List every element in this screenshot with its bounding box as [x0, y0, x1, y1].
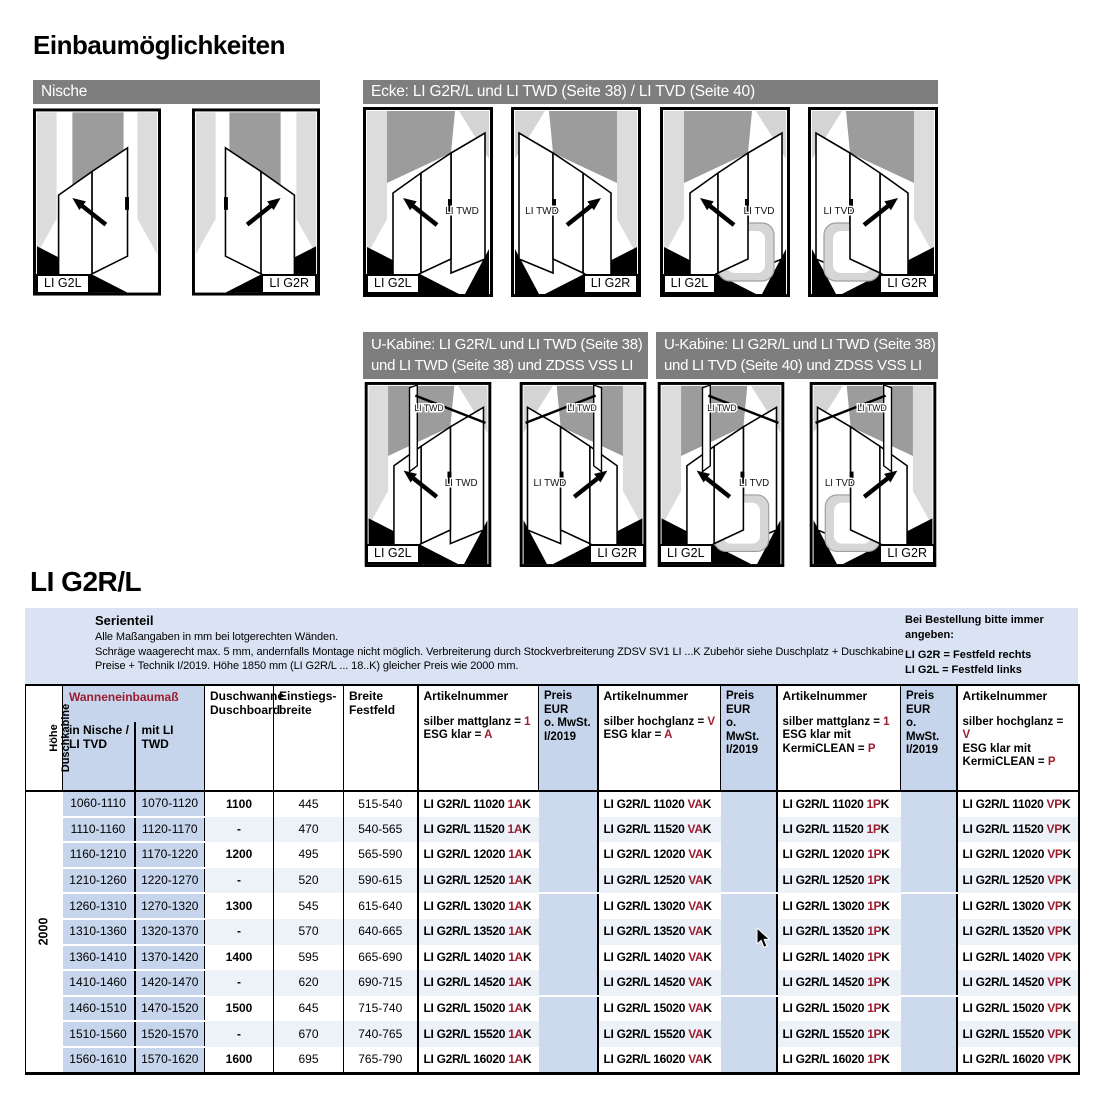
ukabine-a-header — [363, 332, 648, 379]
dimensions-price-table — [25, 684, 1080, 1075]
article-code-legend: silber hochglanz = V — [962, 715, 1064, 741]
cell-breite-festfeld: 590-615 — [344, 868, 418, 894]
cell-artikelnummer: LI G2R/L 12520 1AK — [418, 868, 539, 894]
diagram-type-label: LI G2R — [589, 544, 645, 564]
cell-preis — [901, 996, 957, 1022]
col-header-artikelnummer-1p — [777, 685, 901, 791]
shower-diagram-li-g2l — [660, 107, 790, 297]
cell-twd-mass: 1270-1320 — [135, 893, 205, 919]
col-header-preis — [539, 685, 598, 791]
col-header-mit-li-twd: mit LI TWD — [135, 722, 205, 791]
cell-duschwanne: 1600 — [205, 1047, 274, 1073]
cell-artikelnummer: LI G2R/L 11520 VAK — [598, 817, 721, 843]
side-panel-label: LI TVD — [824, 478, 855, 490]
cell-artikelnummer: LI G2R/L 11020 1PK — [777, 791, 901, 817]
price-header-line: o. MwSt. — [726, 717, 760, 743]
series-info-line: Preise + Technik I/2019. Höhe 1850 mm (LI G2R/L ... 18..K) gleicher Preis wie 2000 mm. — [95, 660, 519, 672]
shower-diagram-li-g2l — [363, 107, 493, 297]
cell-duschwanne: - — [205, 970, 274, 996]
price-header-line: I/2019 — [544, 730, 576, 743]
cell-preis — [721, 868, 777, 894]
cell-artikelnummer: LI G2R/L 13520 VPK — [957, 919, 1079, 945]
cell-preis — [539, 919, 598, 945]
cell-twd-mass: 1120-1170 — [135, 817, 205, 843]
cell-artikelnummer: LI G2R/L 14020 1AK — [418, 945, 539, 971]
shower-diagram-drawing — [511, 107, 641, 297]
price-header-line: Preis EUR — [906, 690, 935, 716]
cell-nische-mass: 1510-1560 — [63, 1021, 135, 1047]
price-header-line: o. MwSt. — [544, 717, 591, 729]
cell-artikelnummer: LI G2R/L 12020 VPK — [957, 842, 1079, 868]
shower-diagram-li-g2r — [192, 107, 320, 297]
col-header-preis — [901, 685, 957, 791]
cell-einstiegsbreite: 495 — [274, 842, 344, 868]
cell-nische-mass: 1260-1310 — [63, 893, 135, 919]
cell-artikelnummer: LI G2R/L 12520 VPK — [957, 868, 1079, 894]
cell-twd-mass: 1070-1120 — [135, 791, 205, 817]
cell-artikelnummer: LI G2R/L 14520 1PK — [777, 970, 901, 996]
cell-artikelnummer: LI G2R/L 14520 VAK — [598, 970, 721, 996]
cell-artikelnummer: LI G2R/L 14520 VPK — [957, 970, 1079, 996]
col-header-hoehe: Höhe Duschkabine — [26, 685, 63, 791]
cell-nische-mass: 1360-1410 — [63, 945, 135, 971]
cell-artikelnummer: LI G2R/L 11020 1AK — [418, 791, 539, 817]
cell-artikelnummer: LI G2R/L 15020 VPK — [957, 996, 1079, 1022]
diagram-type-label: LI G2L — [663, 274, 717, 294]
cell-preis — [901, 970, 957, 996]
cell-preis — [901, 817, 957, 843]
article-code-legend: silber hochglanz = V — [603, 715, 716, 728]
price-header-line: I/2019 — [906, 744, 938, 756]
cell-artikelnummer: LI G2R/L 11020 VAK — [598, 791, 721, 817]
cell-duschwanne: 1500 — [205, 996, 274, 1022]
nische-section — [33, 80, 320, 297]
article-code-legend: ESG klar = A — [423, 729, 493, 741]
shower-diagram-drawing — [808, 382, 938, 567]
series-table — [25, 608, 1078, 1075]
ecke-diagrams — [363, 107, 938, 297]
cell-artikelnummer: LI G2R/L 16020 1PK — [777, 1047, 901, 1073]
cell-artikelnummer: LI G2R/L 13520 1PK — [777, 919, 901, 945]
shower-diagram-drawing — [518, 382, 648, 567]
cell-breite-festfeld: 540-565 — [344, 817, 418, 843]
cell-preis — [539, 1021, 598, 1047]
cell-twd-mass: 1170-1220 — [135, 842, 205, 868]
page-title: Einbaumöglichkeiten — [33, 30, 285, 60]
ukabine-b-header — [656, 332, 938, 379]
cell-artikelnummer: LI G2R/L 16020 1AK — [418, 1047, 539, 1073]
shower-diagram-li-g2r — [808, 382, 938, 567]
shower-diagram-drawing — [33, 107, 161, 297]
cell-preis — [539, 868, 598, 894]
cell-artikelnummer: LI G2R/L 15020 VAK — [598, 996, 721, 1022]
cell-duschwanne: 1100 — [205, 791, 274, 817]
col-header-artikelnummer-1a — [418, 685, 539, 791]
cell-breite-festfeld: 565-590 — [344, 842, 418, 868]
cell-einstiegsbreite: 670 — [274, 1021, 344, 1047]
ukabine-b-section — [656, 332, 938, 567]
cell-preis — [721, 893, 777, 919]
cell-duschwanne: - — [205, 868, 274, 894]
ecke-section — [363, 80, 938, 297]
shower-diagram-li-g2r — [518, 382, 648, 567]
price-header-line: I/2019 — [726, 744, 758, 756]
top-panel-label: LI TWD — [414, 403, 444, 414]
cell-artikelnummer: LI G2R/L 15520 VPK — [957, 1021, 1079, 1047]
series-info — [95, 613, 904, 674]
cell-breite-festfeld: 615-640 — [344, 893, 418, 919]
shower-diagram-li-g2r — [808, 107, 938, 297]
side-panel-label: LI TVD — [823, 206, 855, 217]
artikelnummer-label: Artikelnummer — [962, 689, 1048, 703]
shower-diagram-li-g2r — [511, 107, 641, 297]
mouse-cursor — [756, 928, 770, 949]
cell-breite-festfeld: 765-790 — [344, 1047, 418, 1073]
cell-artikelnummer: LI G2R/L 13020 1PK — [777, 893, 901, 919]
cell-nische-mass: 1160-1210 — [63, 842, 135, 868]
cell-artikelnummer: LI G2R/L 11020 VPK — [957, 791, 1079, 817]
cell-artikelnummer: LI G2R/L 14020 1PK — [777, 945, 901, 971]
cell-artikelnummer: LI G2R/L 13020 VPK — [957, 893, 1079, 919]
cell-preis — [721, 791, 777, 817]
cell-preis — [901, 919, 957, 945]
side-panel-label: LI TVD — [743, 206, 775, 217]
shower-diagram-drawing — [363, 107, 493, 297]
cell-breite-festfeld: 690-715 — [344, 970, 418, 996]
article-code-legend: silber mattglanz = 1 — [782, 715, 890, 728]
cell-duschwanne: - — [205, 919, 274, 945]
cell-twd-mass: 1370-1420 — [135, 945, 205, 971]
cell-preis — [901, 1021, 957, 1047]
shower-diagram-li-g2l — [656, 382, 786, 567]
cell-nische-mass: 1110-1160 — [63, 817, 135, 843]
cell-breite-festfeld: 640-665 — [344, 919, 418, 945]
cell-preis — [539, 817, 598, 843]
info-band — [25, 608, 1078, 684]
cell-artikelnummer: LI G2R/L 14020 VAK — [598, 945, 721, 971]
ukabine-b-diagrams — [656, 382, 938, 567]
top-panel-label: LI TWD — [857, 403, 887, 414]
shower-diagram-drawing — [656, 382, 786, 567]
artikelnummer-label: Artikelnummer — [423, 689, 509, 703]
col-header-artikelnummer-vp — [957, 685, 1079, 791]
diagram-type-label: LI G2R — [583, 274, 639, 294]
article-code-legend: ESG klar mit — [962, 742, 1031, 755]
cell-preis — [539, 893, 598, 919]
diagram-type-label: LI G2L — [366, 544, 420, 564]
cell-duschwanne: - — [205, 817, 274, 843]
order-note-line: LI G2R = Festfeld rechts — [905, 649, 1032, 661]
cell-preis — [539, 970, 598, 996]
col-header-einstiegsbreite: Einstiegs- breite — [274, 685, 344, 791]
col-header-in-nische: in Nische / LI TVD — [63, 722, 135, 791]
ukabine-a-diagrams — [363, 382, 648, 567]
diagram-type-label: LI G2L — [366, 274, 420, 294]
series-info-line: Schräge waagerecht max. 5 mm, andernfalls Montage nicht möglich. Verbreiterung durch Stockverbreiterung ZDSV SV1 LI ...K Zubehör siehe Duschplatz + Duschkabine — [95, 645, 904, 658]
cell-preis — [901, 842, 957, 868]
cell-preis — [901, 945, 957, 971]
cell-preis — [901, 893, 957, 919]
cell-artikelnummer: LI G2R/L 14520 1AK — [418, 970, 539, 996]
cell-nische-mass: 1060-1110 — [63, 791, 135, 817]
cell-breite-festfeld: 715-740 — [344, 996, 418, 1022]
cell-artikelnummer: LI G2R/L 15520 VAK — [598, 1021, 721, 1047]
price-header-line: Preis EUR — [726, 690, 755, 716]
shower-diagram-drawing — [363, 382, 493, 567]
cell-breite-festfeld: 740-765 — [344, 1021, 418, 1047]
cell-twd-mass: 1520-1570 — [135, 1021, 205, 1047]
shower-diagram-li-g2l — [363, 382, 493, 567]
diagram-type-label: LI G2L — [659, 544, 713, 564]
nische-diagrams — [33, 107, 320, 297]
series-info-title: Serienteil — [95, 613, 154, 628]
cell-artikelnummer: LI G2R/L 12020 1PK — [777, 842, 901, 868]
cell-einstiegsbreite: 695 — [274, 1047, 344, 1073]
cell-preis — [539, 791, 598, 817]
cell-breite-festfeld: 665-690 — [344, 945, 418, 971]
ukabine-b-header-line2: und LI TVD (Seite 40) und ZDSS VSS LI — [664, 357, 922, 374]
cell-duschwanne: - — [205, 1021, 274, 1047]
cell-artikelnummer: LI G2R/L 13020 1AK — [418, 893, 539, 919]
series-info-line: Alle Maßangaben in mm bei lotgerechten Wänden. — [95, 631, 339, 643]
cell-preis — [901, 868, 957, 894]
cell-einstiegsbreite: 595 — [274, 945, 344, 971]
cell-preis — [539, 842, 598, 868]
cell-preis — [721, 817, 777, 843]
artikelnummer-label: Artikelnummer — [782, 689, 868, 703]
article-code-legend: silber mattglanz = 1 — [423, 715, 531, 728]
col-header-wanneneinbaumass: Wanneneinbaumaß — [63, 685, 205, 722]
cell-artikelnummer: LI G2R/L 16020 VPK — [957, 1047, 1079, 1073]
ukabine-a-header-line1: U-Kabine: LI G2R/L und LI TWD (Seite 38) — [371, 336, 643, 353]
cell-duschwanne: 1200 — [205, 842, 274, 868]
shower-diagram-drawing — [660, 107, 790, 297]
price-header-line: o. MwSt. — [906, 717, 940, 743]
cell-twd-mass: 1420-1470 — [135, 970, 205, 996]
cell-nische-mass: 1210-1260 — [63, 868, 135, 894]
cell-nische-mass: 1410-1460 — [63, 970, 135, 996]
nische-header: Nische — [33, 80, 320, 104]
price-header-line: Preis EUR — [544, 690, 573, 716]
top-panel-label: LI TWD — [707, 403, 737, 414]
cell-preis — [721, 970, 777, 996]
cell-twd-mass: 1570-1620 — [135, 1047, 205, 1073]
cell-einstiegsbreite: 470 — [274, 817, 344, 843]
cell-artikelnummer: LI G2R/L 15020 1PK — [777, 996, 901, 1022]
cell-einstiegsbreite: 645 — [274, 996, 344, 1022]
cell-preis — [539, 945, 598, 971]
cell-nische-mass: 1560-1610 — [63, 1047, 135, 1073]
cell-artikelnummer: LI G2R/L 12520 1PK — [777, 868, 901, 894]
article-code-legend: ESG klar = A — [603, 729, 673, 741]
cell-artikelnummer: LI G2R/L 13020 VAK — [598, 893, 721, 919]
cell-artikelnummer: LI G2R/L 12020 VAK — [598, 842, 721, 868]
product-heading: LI G2R/L — [30, 566, 142, 597]
order-note — [905, 613, 1077, 678]
order-note-line: LI G2L = Festfeld links — [905, 664, 1022, 676]
cell-artikelnummer: LI G2R/L 15020 1AK — [418, 996, 539, 1022]
shower-diagram-drawing — [192, 107, 320, 297]
cell-artikelnummer: LI G2R/L 12020 1AK — [418, 842, 539, 868]
cell-artikelnummer: LI G2R/L 16020 VAK — [598, 1047, 721, 1073]
article-code-legend: ESG klar mit — [782, 729, 851, 741]
cell-preis — [721, 842, 777, 868]
cell-artikelnummer: LI G2R/L 11520 VPK — [957, 817, 1079, 843]
diagram-type-label: LI G2R — [879, 544, 935, 564]
cell-artikelnummer: LI G2R/L 13520 VAK — [598, 919, 721, 945]
cell-nische-mass: 1460-1510 — [63, 996, 135, 1022]
ecke-header: Ecke: LI G2R/L und LI TWD (Seite 38) / LI TVD (Seite 40) — [363, 80, 938, 104]
cell-einstiegsbreite: 520 — [274, 868, 344, 894]
side-panel-label: LI TWD — [445, 206, 479, 217]
cell-artikelnummer: LI G2R/L 15520 1PK — [777, 1021, 901, 1047]
cell-einstiegsbreite: 545 — [274, 893, 344, 919]
cell-duschwanne: 1400 — [205, 945, 274, 971]
cell-preis — [721, 1021, 777, 1047]
height-value-cell: 2000 — [36, 917, 51, 946]
ukabine-a-section — [363, 332, 648, 567]
side-panel-label: LI TWD — [444, 478, 478, 490]
top-panel-label: LI TWD — [567, 403, 597, 414]
article-code-legend: KermiCLEAN = P — [782, 742, 876, 755]
cell-nische-mass: 1310-1360 — [63, 919, 135, 945]
shower-diagram-drawing — [808, 107, 938, 297]
cell-artikelnummer: LI G2R/L 11520 1AK — [418, 817, 539, 843]
cell-einstiegsbreite: 620 — [274, 970, 344, 996]
cell-duschwanne: 1300 — [205, 893, 274, 919]
side-panel-label: LI TWD — [525, 206, 560, 217]
ukabine-a-header-line2: und LI TWD (Seite 38) und ZDSS VSS LI — [371, 357, 634, 374]
cell-einstiegsbreite: 570 — [274, 919, 344, 945]
article-code-legend: KermiCLEAN = P — [962, 756, 1056, 768]
ukabine-b-header-line1: U-Kabine: LI G2R/L und LI TWD (Seite 38) — [664, 336, 936, 353]
diagram-type-label: LI G2L — [36, 274, 90, 294]
cell-artikelnummer: LI G2R/L 13520 1AK — [418, 919, 539, 945]
side-panel-label: LI TWD — [533, 478, 567, 490]
order-note-title: Bei Bestellung bitte immer angeben: — [905, 614, 1044, 641]
shower-diagram-li-g2l — [33, 107, 161, 297]
cell-breite-festfeld: 515-540 — [344, 791, 418, 817]
cell-artikelnummer: LI G2R/L 14020 VPK — [957, 945, 1079, 971]
diagram-type-label: LI G2R — [261, 274, 317, 294]
cell-preis — [539, 1047, 598, 1073]
cell-artikelnummer: LI G2R/L 11520 1PK — [777, 817, 901, 843]
cell-einstiegsbreite: 445 — [274, 791, 344, 817]
col-header-breite-festfeld: Breite Festfeld — [344, 685, 418, 791]
col-header-artikelnummer-va — [598, 685, 721, 791]
col-header-preis — [721, 685, 777, 791]
cell-artikelnummer: LI G2R/L 15520 1AK — [418, 1021, 539, 1047]
cell-preis — [721, 996, 777, 1022]
cell-preis — [539, 996, 598, 1022]
side-panel-label: LI TVD — [739, 478, 770, 490]
cell-twd-mass: 1320-1370 — [135, 919, 205, 945]
cell-preis — [721, 1047, 777, 1073]
artikelnummer-label: Artikelnummer — [603, 689, 689, 703]
col-header-duschwanne: Duschwanne Duschboard — [205, 685, 274, 791]
cell-twd-mass: 1470-1520 — [135, 996, 205, 1022]
diagram-type-label: LI G2R — [879, 274, 935, 294]
cell-artikelnummer: LI G2R/L 12520 VAK — [598, 868, 721, 894]
cell-preis — [901, 791, 957, 817]
cell-twd-mass: 1220-1270 — [135, 868, 205, 894]
cell-preis — [901, 1047, 957, 1073]
